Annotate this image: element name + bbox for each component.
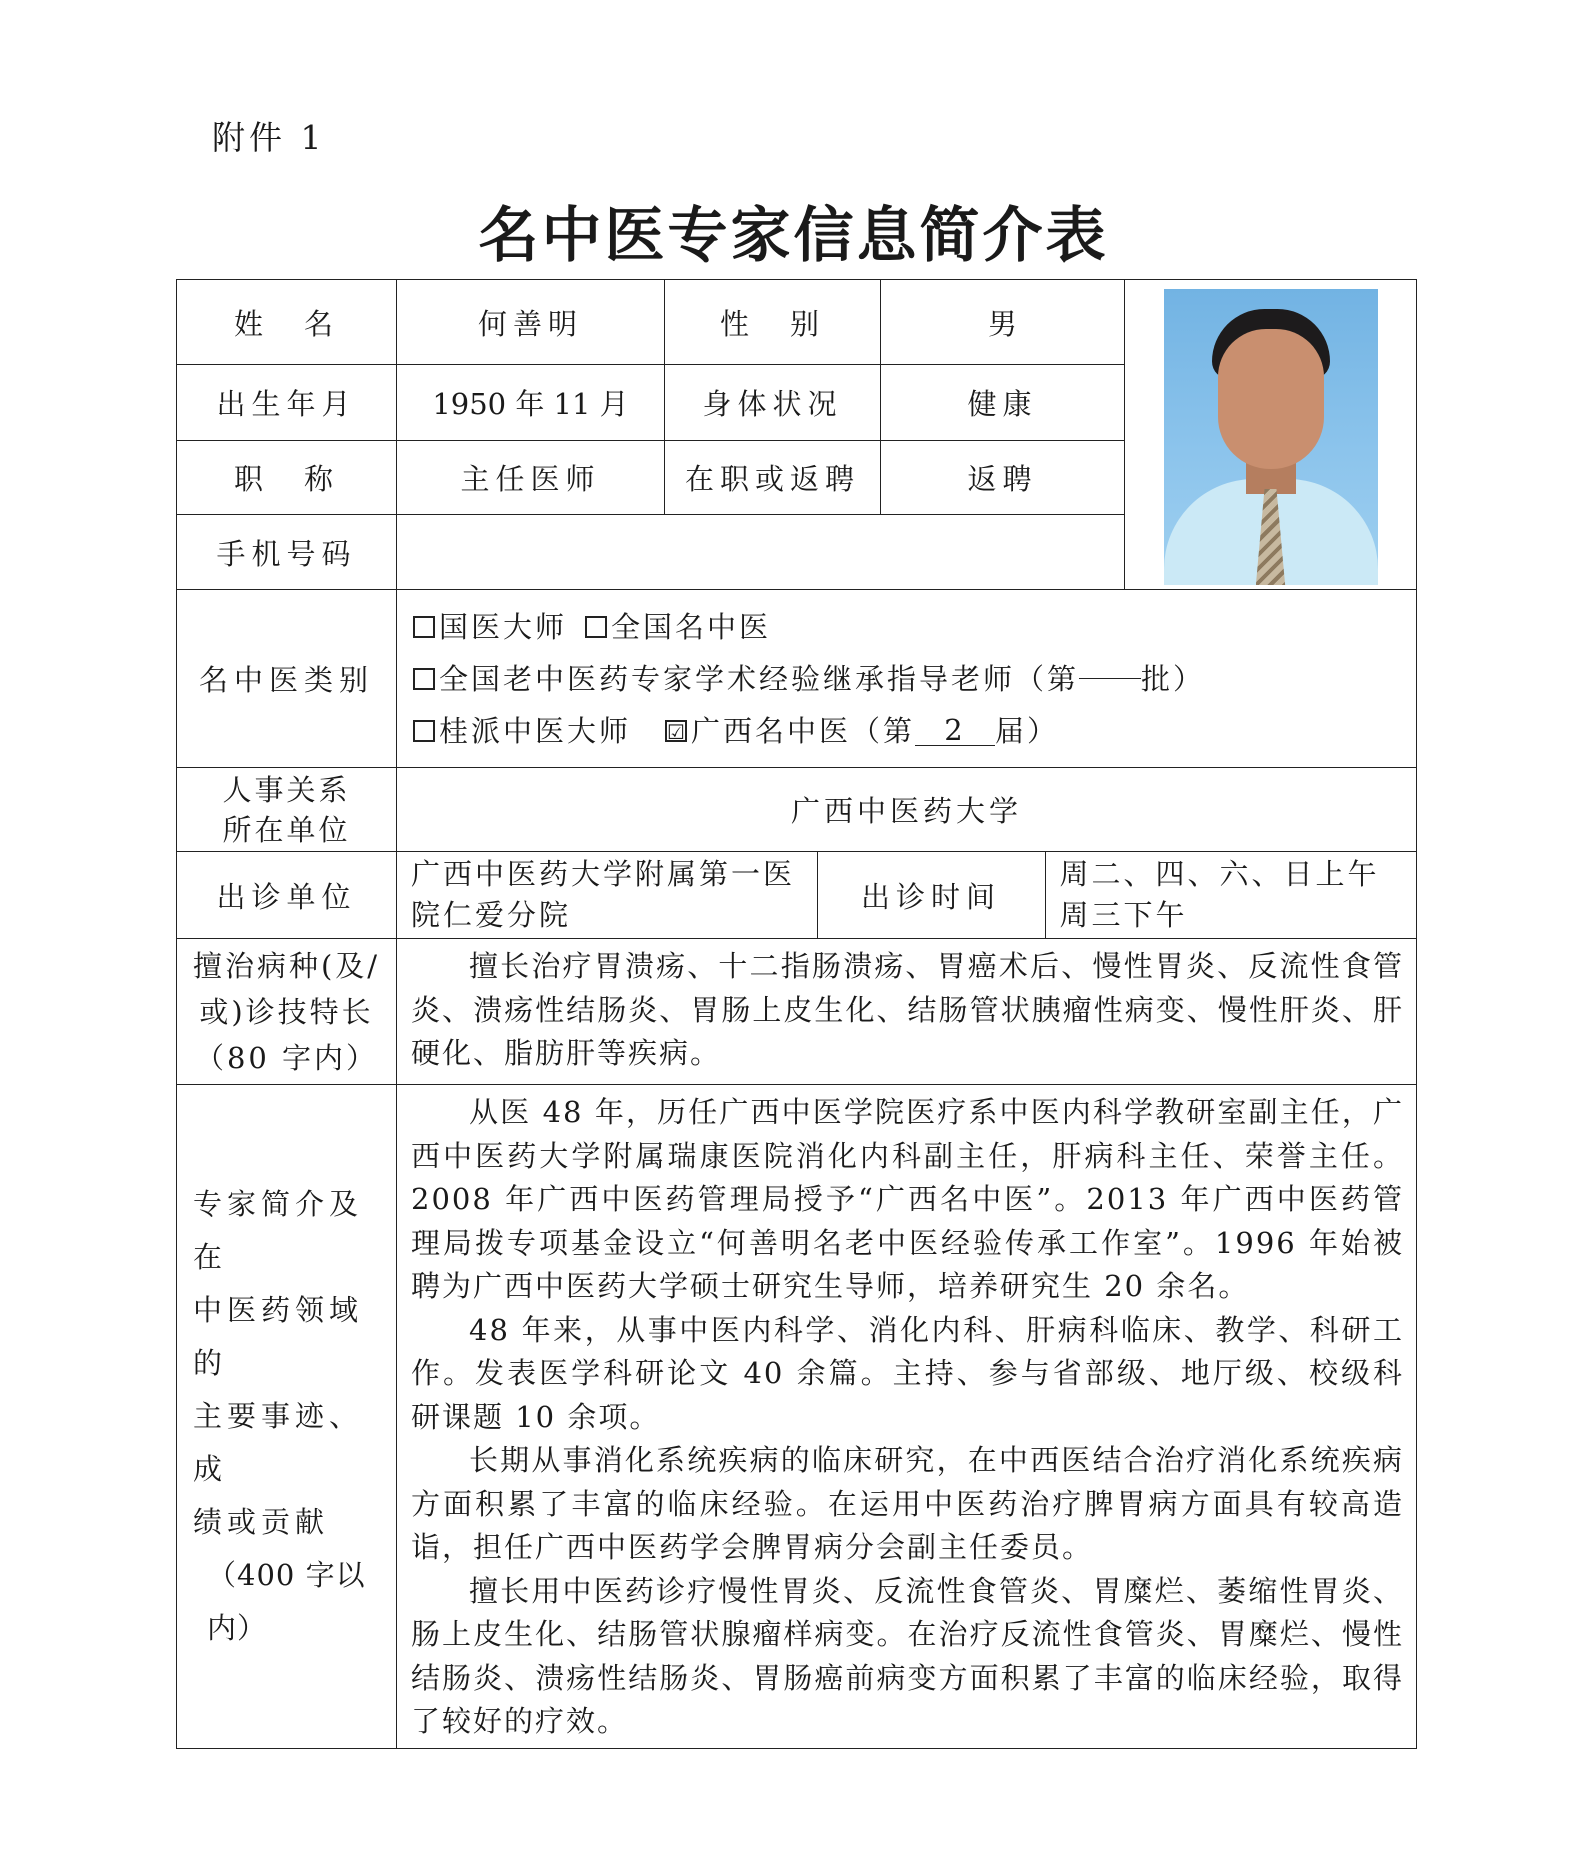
row-category xyxy=(177,590,1417,768)
clinic-time-line1: 周二、四、六、日上午 xyxy=(1059,857,1380,891)
row-bio xyxy=(177,1085,1417,1749)
employment-value: 返聘 xyxy=(881,441,1125,515)
bio-label-line1: 专家简介及在 xyxy=(193,1186,364,1274)
specialty-label-line2: 或)诊技特长 xyxy=(199,994,374,1029)
gender-label: 性 别 xyxy=(665,280,881,365)
bio-paragraph: 擅长用中医药诊疗慢性胃炎、反流性食管炎、胃糜烂、萎缩性胃炎、肠上皮生化、结肠管状腺瘤样病变。在治疗反流性食管炎、胃糜烂、慢性结肠炎、溃疡性结肠炎、胃肠癌前病变方面积累了丰富的临床经验，取得了较好的疗效。 xyxy=(411,1573,1404,1738)
option-guangxi-famous-suffix: 届） xyxy=(995,713,1060,748)
photo-cell xyxy=(1125,280,1417,590)
specialty-label-line1: 擅治病种(及/ xyxy=(192,948,381,983)
checkbox-national-famous[interactable] xyxy=(585,616,607,638)
clinic-inner-table xyxy=(397,852,1416,938)
checkbox-national-mentor[interactable] xyxy=(413,668,435,690)
clinic-time-label: 出诊时间 xyxy=(817,852,1045,938)
bio-paragraph: 从医 48 年，历任广西中医学院医疗系中医内科学教研室副主任，广西中医药大学附属瑞康医院消化内科副主任，肝病科主任、荣誉主任。2008 年广西中医药管理局授予“广西名中医”。2013 年广西中医药管理局拨专项基金设立“何善明名老中医经验传承工作室”。1996 年始被聘为广西中医药大学硕士研究生导师，培养研究生 20 余名。 xyxy=(411,1095,1404,1303)
hr-label-line1: 人事关系 xyxy=(222,772,351,807)
page-title: 名中医专家信息简介表 xyxy=(478,201,1109,271)
clinic-label: 出诊单位 xyxy=(177,852,397,939)
phone-value xyxy=(397,515,1125,590)
photo-face xyxy=(1218,329,1324,469)
option-national-mentor-suffix: 批） xyxy=(1141,661,1206,696)
clinic-value: 广西中医药大学附属第一医院仁爱分院 xyxy=(397,852,817,938)
option-national-mentor-prefix: 全国老中医药专家学术经验继承指导老师（第 xyxy=(439,661,1080,696)
title-label: 职 称 xyxy=(177,441,397,515)
checkbox-guangxi-famous[interactable]: ☑ xyxy=(667,719,688,744)
bio-label-line3: 主要事迹、成 xyxy=(193,1398,364,1486)
option-national-mentor-batch[interactable] xyxy=(1079,678,1141,679)
clinic-time-line2: 周三下午 xyxy=(1059,898,1188,932)
health-value: 健康 xyxy=(881,365,1125,441)
category-label: 名中医类别 xyxy=(177,590,397,768)
bio-value xyxy=(397,1085,1417,1749)
name-value: 何善明 xyxy=(397,280,665,365)
bio-label-line4: 绩或贡献 xyxy=(193,1504,330,1539)
hr-value: 广西中医药大学 xyxy=(397,768,1417,852)
option-guangxi-famous-prefix: 广西名中医（第 xyxy=(691,713,916,748)
specialty-value xyxy=(397,939,1417,1085)
title-value: 主任医师 xyxy=(397,441,665,515)
bio-paragraph: 长期从事消化系统疾病的临床研究，在中西医结合治疗消化系统疾病方面积累了丰富的临床经验。在运用中医药治疗脾胃病方面具有较高造诣，担任广西中医药学会脾胃病分会副主任委员。 xyxy=(411,1443,1404,1564)
bio-paragraph: 48 年来，从事中医内科学、消化内科、肝病科临床、教学、科研工作。发表医学科研论文 40 余篇。主持、参与省部级、地厅级、校级科研课题 10 余项。 xyxy=(411,1312,1404,1434)
specialty-label-line3: （80 字内） xyxy=(194,1040,379,1075)
checkbox-guoyi-dashi[interactable] xyxy=(413,616,435,638)
bio-label xyxy=(177,1085,397,1749)
gender-value: 男 xyxy=(881,280,1125,365)
expert-info-table xyxy=(176,279,1417,1749)
row-clinic xyxy=(177,852,1417,939)
option-guoyi-dashi: 国医大师 xyxy=(439,609,568,644)
option-national-famous: 全国名中医 xyxy=(611,609,772,644)
category-options xyxy=(397,590,1417,768)
expert-photo xyxy=(1164,289,1378,585)
name-label: 姓 名 xyxy=(177,280,397,365)
clinic-group xyxy=(397,852,1417,939)
health-label: 身体状况 xyxy=(665,365,881,441)
bio-label-line2: 中医药领域的 xyxy=(193,1292,364,1380)
specialty-text: 擅长治疗胃溃疡、十二指肠溃疡、胃癌术后、慢性胃炎、反流性食管炎、溃疡性结肠炎、胃肠上皮生化、结肠管状胰瘤性病变、慢性肝炎、肝硬化、脂肪肝等疾病。 xyxy=(411,949,1404,1071)
hr-label-line2: 所在单位 xyxy=(222,812,351,847)
employment-label: 在职或返聘 xyxy=(665,441,881,515)
row-specialty xyxy=(177,939,1417,1085)
attachment-label: 附件 1 xyxy=(212,118,326,157)
bio-label-line5: （400 字以内） xyxy=(207,1557,366,1645)
row-hr-unit xyxy=(177,768,1417,852)
option-guipai-master: 桂派中医大师 xyxy=(439,713,632,748)
specialty-label xyxy=(177,939,397,1085)
hr-label xyxy=(177,768,397,852)
phone-label: 手机号码 xyxy=(177,515,397,590)
checkbox-guipai-master[interactable] xyxy=(413,720,435,742)
row-name-gender xyxy=(177,280,1417,365)
option-guangxi-famous-session[interactable]: 2 xyxy=(915,715,995,746)
clinic-time-value xyxy=(1045,852,1416,938)
birth-label: 出生年月 xyxy=(177,365,397,441)
birth-value: 1950 年 11 月 xyxy=(397,365,665,441)
